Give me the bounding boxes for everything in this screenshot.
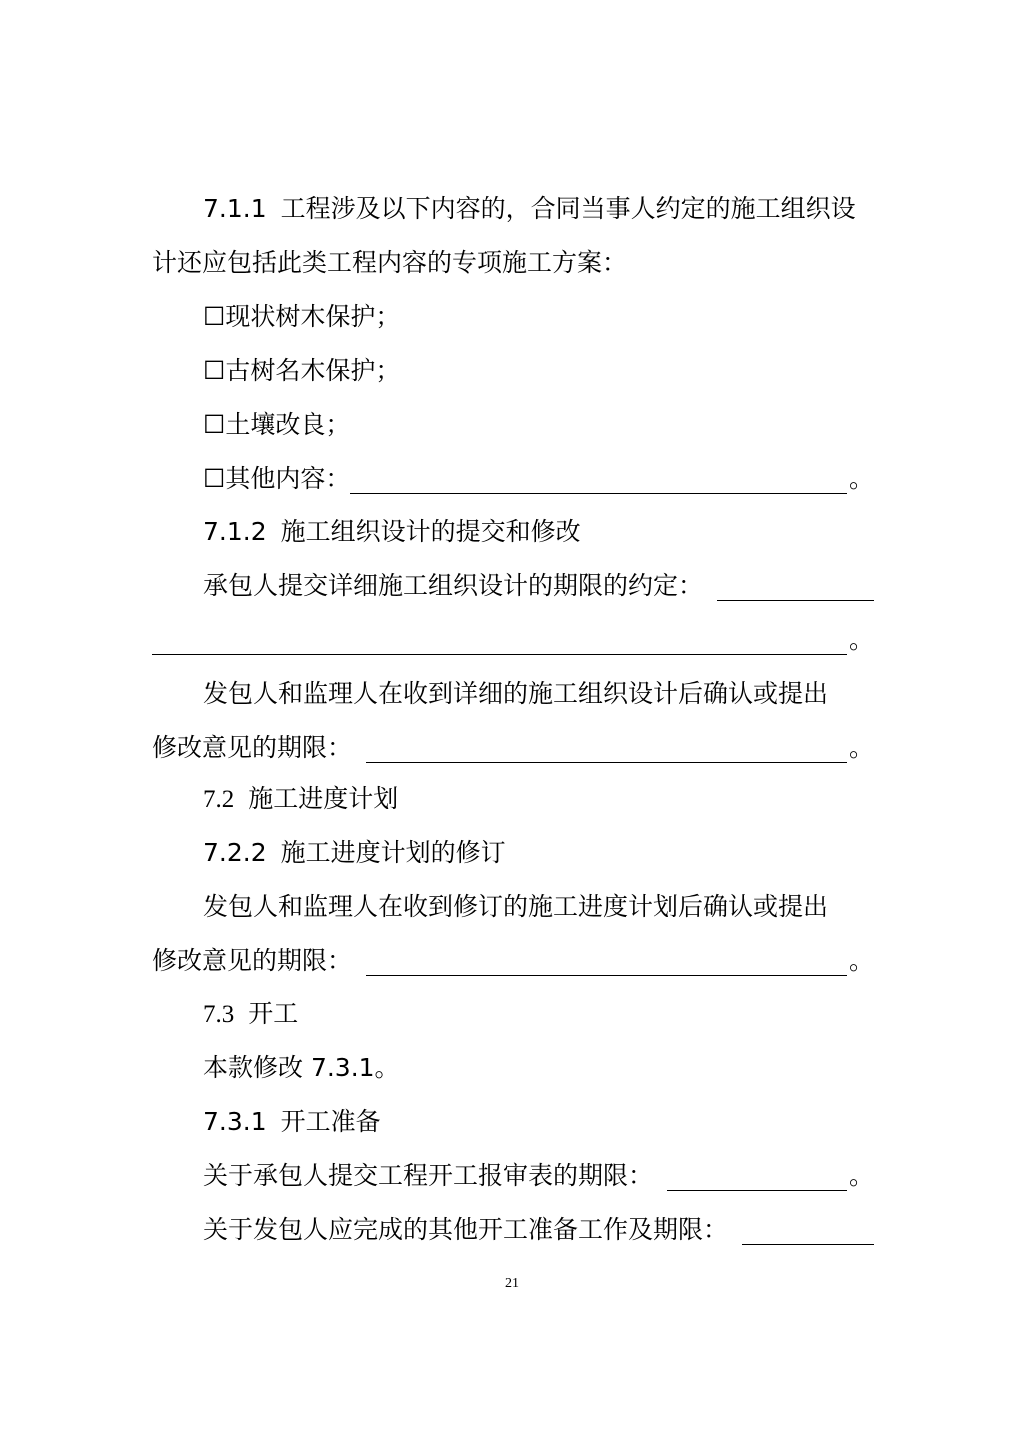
clause-number: 7.1.2 (203, 517, 267, 546)
submission-deadline-blank-2[interactable] (152, 624, 847, 655)
clause-7-1-1-line-1 (152, 182, 874, 236)
employer-preparation-blank[interactable] (742, 1214, 874, 1245)
checkbox-item-tree-protection[interactable] (152, 290, 874, 344)
start-report-deadline-blank[interactable] (667, 1160, 847, 1191)
clause-7-3-heading (152, 987, 874, 1041)
checkbox-item-other[interactable] (152, 452, 874, 506)
clause-number: 7.3 (203, 1001, 235, 1028)
period: 。 (848, 733, 874, 762)
revision-confirm-line-2 (152, 934, 874, 988)
clause-7-2-2-heading (152, 826, 874, 880)
clause-text: 施工进度计划 (248, 784, 399, 813)
clause-7-1-1-line-2 (152, 236, 874, 290)
page-number: 21 (505, 1276, 519, 1291)
period: 。 (848, 946, 874, 975)
clause-number: 7.3.1 (203, 1107, 267, 1136)
clause-text: 施工进度计划的修订 (280, 838, 506, 867)
clause-text: 发包人和监理人在收到修订的施工进度计划后确认或提出 (203, 892, 829, 921)
clause-7-3-note (152, 1041, 874, 1095)
checkbox-item-ancient-tree-protection[interactable] (152, 344, 874, 398)
clause-text: 关于发包人应完成的其他开工准备工作及期限： (203, 1215, 729, 1244)
clause-number: 7.1.1 (203, 194, 267, 223)
clause-number: 7.2 (203, 786, 235, 813)
other-content-blank[interactable] (350, 463, 847, 494)
clause-text: 承包人提交详细施工组织设计的期限的约定： (203, 571, 704, 600)
clause-text: 关于承包人提交工程开工报审表的期限： (203, 1161, 654, 1190)
submission-deadline-blank-1[interactable] (717, 570, 874, 601)
clause-text: 开工 (248, 999, 299, 1028)
period: 。 (848, 464, 874, 493)
start-report-deadline-line (152, 1149, 874, 1203)
employer-preparation-line (152, 1203, 874, 1257)
clause-text: 发包人和监理人在收到详细的施工组织设计后确认或提出 (203, 679, 829, 708)
clause-text: 本款修改 7.3.1。 (203, 1053, 400, 1082)
submission-deadline-line-2 (152, 613, 874, 667)
clause-number: 7.2.2 (203, 838, 267, 867)
clause-text: 开工准备 (280, 1107, 381, 1136)
submission-deadline-line-1 (152, 559, 874, 613)
period: 。 (848, 625, 874, 654)
clause-text: 修改意见的期限： (152, 946, 353, 975)
checkbox-label: ☐土壤改良； (203, 410, 351, 439)
clause-7-1-2-heading (152, 505, 874, 559)
confirm-period-blank[interactable] (366, 732, 847, 763)
clause-text: 计还应包括此类工程内容的专项施工方案： (152, 248, 628, 277)
clause-7-2-heading (152, 772, 874, 826)
clause-7-3-1-heading (152, 1095, 874, 1149)
confirm-period-line-1 (152, 667, 874, 721)
clause-text: 修改意见的期限： (152, 733, 353, 762)
clause-text: 工程涉及以下内容的，合同当事人约定的施工组织设 (280, 194, 856, 223)
checkbox-label: ☐现状树木保护； (203, 302, 401, 331)
confirm-period-line-2 (152, 721, 874, 775)
checkbox-item-soil-improvement[interactable] (152, 398, 874, 452)
revision-confirm-blank[interactable] (366, 945, 847, 976)
checkbox-label: ☐古树名木保护； (203, 356, 401, 385)
clause-text: 施工组织设计的提交和修改 (280, 517, 581, 546)
revision-confirm-line-1 (152, 880, 874, 934)
checkbox-label: ☐其他内容： (203, 464, 351, 493)
period: 。 (848, 1161, 874, 1190)
